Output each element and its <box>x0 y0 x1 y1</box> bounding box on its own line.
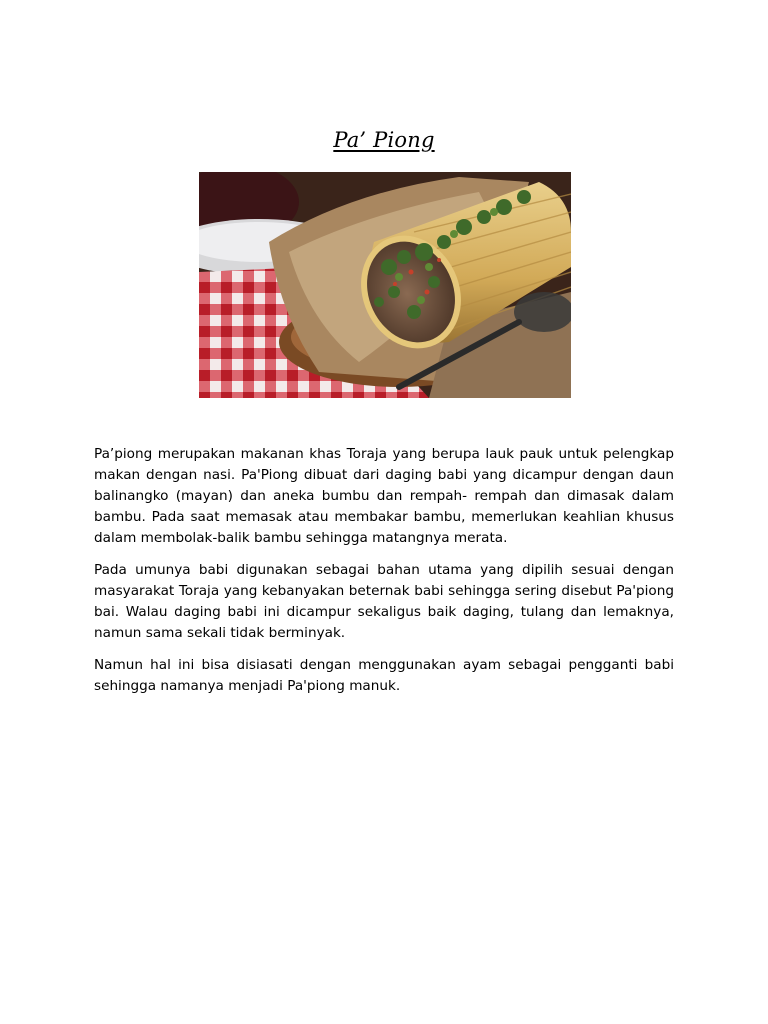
paragraph-1: Pa’piong merupakan makanan khas Toraja yang berupa lauk pauk untuk pelengkap makan dengan nasi. Pa'Piong dibuat dari daging babi yang dicampur dengan daun balinangko (mayan) dan aneka bumbu dan rempah- rempah dan dimasak dalam bambu. Pada saat memasak atau membakar bambu, memerlukan keahlian khusus dalam membolak-balik bambu sehingga matangnya merata. <box>94 446 674 546</box>
food-photo <box>199 172 571 398</box>
food-photo-illustration <box>199 172 571 398</box>
page-title: Pa’ Piong <box>333 128 435 152</box>
paragraph-3: Namun hal ini bisa disiasati dengan menggunakan ayam sebagai pengganti babi sehingga namanya menjadi Pa'piong manuk. <box>94 657 674 694</box>
paragraph-2: Pada umunya babi digunakan sebagai bahan utama yang dipilih sesuai dengan masyarakat Toraja yang kebanyakan beternak babi sehingga sering disebut Pa'piong bai. Walau daging babi ini dicampur sekaligus baik daging, tulang dan lemaknya, namun sama sekali tidak berminyak. <box>94 562 674 641</box>
article-body <box>94 444 674 708</box>
